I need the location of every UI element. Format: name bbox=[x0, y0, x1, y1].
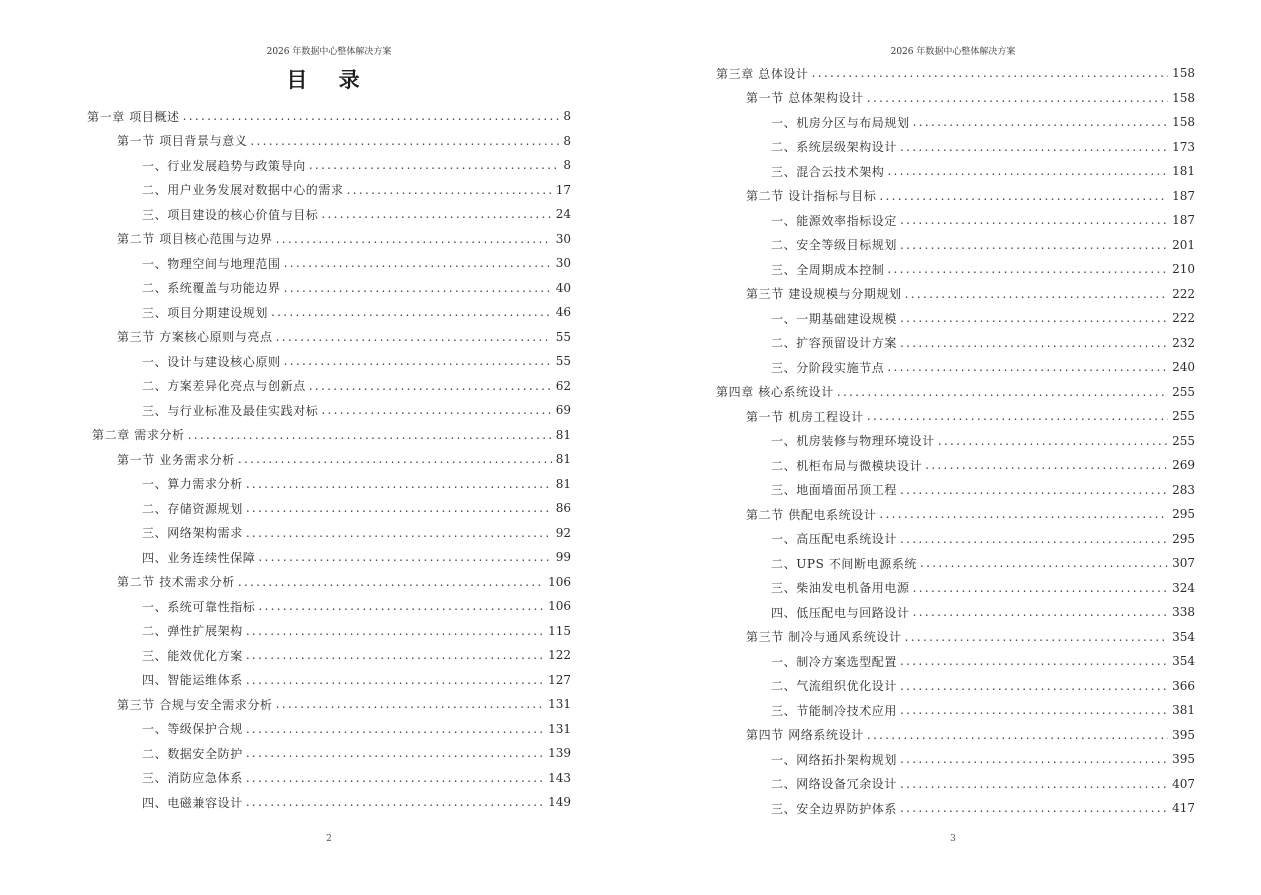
toc-entry-page: 210 bbox=[1172, 262, 1195, 277]
toc-chapter-entry[interactable] bbox=[87, 423, 571, 448]
toc-subsection-entry[interactable] bbox=[716, 649, 1195, 674]
page-number: 2 bbox=[326, 834, 332, 844]
toc-subsection-entry[interactable] bbox=[716, 110, 1195, 135]
dot-leader bbox=[900, 483, 1168, 497]
toc-list-right bbox=[716, 61, 1195, 821]
page-right bbox=[630, 0, 1261, 895]
toc-entry-label: 二、方案差异化亮点与创新点 bbox=[142, 379, 306, 394]
dot-leader bbox=[284, 256, 552, 270]
dot-leader bbox=[925, 458, 1168, 472]
toc-entry-page: 173 bbox=[1172, 139, 1195, 154]
toc-subsection-entry[interactable] bbox=[87, 276, 571, 301]
dot-leader bbox=[250, 134, 559, 148]
toc-entry-page: 240 bbox=[1172, 360, 1195, 375]
toc-entry-page: 222 bbox=[1172, 311, 1195, 326]
toc-entry-label: 一、设计与建设核心原则 bbox=[142, 354, 281, 369]
toc-entry-label: 第一节 项目背景与意义 bbox=[117, 134, 248, 149]
toc-entry-page: 324 bbox=[1172, 580, 1195, 595]
toc-section-entry[interactable] bbox=[87, 447, 571, 472]
toc-subsection-entry[interactable] bbox=[716, 698, 1195, 723]
toc-entry-label: 三、网络架构需求 bbox=[142, 526, 243, 541]
toc-entry-page: 417 bbox=[1172, 801, 1195, 816]
toc-entry-label: 二、系统覆盖与功能边界 bbox=[142, 281, 281, 296]
toc-entry-label: 第二章 需求分析 bbox=[92, 428, 185, 443]
toc-entry-page: 139 bbox=[548, 746, 571, 761]
dot-leader bbox=[913, 581, 1168, 595]
toc-subsection-entry[interactable] bbox=[87, 251, 571, 276]
dot-leader bbox=[246, 526, 552, 540]
dot-leader bbox=[900, 311, 1168, 325]
toc-subsection-entry[interactable] bbox=[716, 257, 1195, 282]
toc-entry-page: 143 bbox=[548, 770, 571, 785]
dot-leader bbox=[867, 728, 1168, 742]
toc-section-entry[interactable] bbox=[87, 129, 571, 154]
toc-subsection-entry[interactable] bbox=[87, 619, 571, 644]
toc-entry-label: 四、电磁兼容设计 bbox=[142, 795, 243, 810]
toc-entry-label: 第四节 网络系统设计 bbox=[746, 728, 864, 743]
dot-leader bbox=[913, 605, 1168, 619]
dot-leader bbox=[246, 477, 552, 491]
toc-entry-page: 115 bbox=[548, 623, 571, 638]
toc-entry-page: 122 bbox=[548, 648, 571, 663]
toc-entry-label: 第二节 技术需求分析 bbox=[117, 575, 235, 590]
dot-leader bbox=[238, 575, 544, 589]
toc-entry-label: 第二节 供配电系统设计 bbox=[746, 507, 877, 522]
dot-leader bbox=[900, 801, 1168, 815]
toc-entry-page: 354 bbox=[1172, 629, 1195, 644]
toc-subsection-entry[interactable] bbox=[716, 674, 1195, 699]
toc-entry-page: 17 bbox=[555, 182, 571, 197]
toc-entry-page: 295 bbox=[1172, 507, 1195, 522]
toc-entry-label: 第一节 业务需求分析 bbox=[117, 452, 235, 467]
toc-subsection-entry[interactable] bbox=[87, 717, 571, 742]
dot-leader bbox=[887, 360, 1168, 374]
toc-subsection-entry[interactable] bbox=[87, 521, 571, 546]
toc-subsection-entry[interactable] bbox=[716, 772, 1195, 797]
toc-entry-label: 三、全周期成本控制 bbox=[771, 262, 885, 277]
toc-section-entry[interactable] bbox=[87, 227, 571, 252]
toc-entry-page: 338 bbox=[1172, 605, 1195, 620]
dot-leader bbox=[900, 679, 1168, 693]
dot-leader bbox=[887, 262, 1168, 276]
toc-entry-page: 395 bbox=[1172, 727, 1195, 742]
dot-leader bbox=[183, 109, 559, 123]
dot-leader bbox=[900, 238, 1168, 252]
toc-entry-label: 二、气流组织优化设计 bbox=[771, 679, 898, 694]
page-left bbox=[0, 0, 630, 895]
toc-entry-label: 第二节 设计指标与目标 bbox=[746, 189, 877, 204]
dot-leader bbox=[879, 507, 1168, 521]
dot-leader bbox=[347, 183, 552, 197]
toc-subsection-entry[interactable] bbox=[87, 178, 571, 203]
toc-title: 目 录 bbox=[286, 67, 372, 92]
toc-entry-page: 381 bbox=[1172, 703, 1195, 718]
dot-leader bbox=[905, 287, 1168, 301]
dot-leader bbox=[238, 452, 552, 466]
dot-leader bbox=[867, 91, 1168, 105]
toc-subsection-entry[interactable] bbox=[716, 600, 1195, 625]
dot-leader bbox=[188, 428, 552, 442]
dot-leader bbox=[900, 703, 1168, 717]
toc-entry-label: 第三章 总体设计 bbox=[716, 66, 809, 81]
toc-entry-label: 三、节能制冷技术应用 bbox=[771, 703, 898, 718]
toc-entry-page: 269 bbox=[1172, 458, 1195, 473]
toc-subsection-entry[interactable] bbox=[87, 594, 571, 619]
toc-subsection-entry[interactable] bbox=[716, 355, 1195, 380]
dot-leader bbox=[900, 752, 1168, 766]
toc-entry-page: 131 bbox=[548, 721, 571, 736]
toc-entry-page: 127 bbox=[548, 672, 571, 687]
dot-leader bbox=[913, 115, 1168, 129]
toc-entry-page: 8 bbox=[563, 109, 571, 124]
dot-leader bbox=[900, 336, 1168, 350]
toc-entry-page: 81 bbox=[555, 427, 571, 442]
dot-leader bbox=[276, 697, 544, 711]
dot-leader bbox=[258, 550, 551, 564]
toc-entry-label: 一、高压配电系统设计 bbox=[771, 532, 898, 547]
toc-subsection-entry[interactable] bbox=[716, 527, 1195, 552]
dot-leader bbox=[879, 189, 1168, 203]
toc-entry-label: 三、柴油发电机备用电源 bbox=[771, 581, 910, 596]
toc-entry-label: 第一章 项目概述 bbox=[87, 109, 180, 124]
toc-chapter-entry[interactable] bbox=[716, 380, 1195, 405]
dot-leader bbox=[246, 624, 544, 638]
dot-leader bbox=[284, 354, 552, 368]
toc-subsection-entry[interactable] bbox=[87, 153, 571, 178]
toc-entry-label: 二、机柜布局与微模块设计 bbox=[771, 458, 923, 473]
toc-entry-label: 二、UPS 不间断电源系统 bbox=[771, 556, 918, 571]
toc-section-entry[interactable] bbox=[716, 404, 1195, 429]
toc-entry-label: 第三节 制冷与通风系统设计 bbox=[746, 630, 902, 645]
toc-entry-label: 第三节 建设规模与分期规划 bbox=[746, 287, 902, 302]
toc-entry-page: 295 bbox=[1172, 531, 1195, 546]
toc-entry-page: 255 bbox=[1172, 384, 1195, 399]
toc-entry-label: 三、项目分期建设规划 bbox=[142, 305, 269, 320]
toc-entry-label: 四、智能运维体系 bbox=[142, 673, 243, 688]
toc-subsection-entry[interactable] bbox=[716, 796, 1195, 821]
toc-entry-page: 222 bbox=[1172, 286, 1195, 301]
toc-entry-label: 第二节 项目核心范围与边界 bbox=[117, 232, 273, 247]
toc-subsection-entry[interactable] bbox=[87, 202, 571, 227]
toc-entry-page: 92 bbox=[555, 525, 571, 540]
toc-entry-page: 158 bbox=[1172, 66, 1195, 81]
toc-entry-label: 四、业务连续性保障 bbox=[142, 550, 256, 565]
dot-leader bbox=[920, 556, 1168, 570]
toc-entry-page: 181 bbox=[1172, 164, 1195, 179]
toc-subsection-entry[interactable] bbox=[716, 551, 1195, 576]
dot-leader bbox=[321, 207, 551, 221]
toc-subsection-entry[interactable] bbox=[716, 453, 1195, 478]
running-header: 2026 年数据中心整体解决方案 bbox=[890, 47, 1016, 57]
toc-entry-label: 三、分阶段实施节点 bbox=[771, 360, 885, 375]
toc-entry-label: 二、弹性扩展架构 bbox=[142, 624, 243, 639]
dot-leader bbox=[246, 746, 544, 760]
toc-entry-label: 一、网络拓扑架构规划 bbox=[771, 752, 898, 767]
dot-leader bbox=[887, 164, 1168, 178]
dot-leader bbox=[246, 722, 544, 736]
toc-entry-page: 46 bbox=[555, 305, 571, 320]
dot-leader bbox=[246, 501, 552, 515]
toc-entry-page: 69 bbox=[555, 403, 571, 418]
toc-entry-label: 一、机房装修与物理环境设计 bbox=[771, 434, 935, 449]
toc-entry-page: 255 bbox=[1172, 433, 1195, 448]
toc-entry-label: 第一节 机房工程设计 bbox=[746, 409, 864, 424]
dot-leader bbox=[246, 673, 544, 687]
toc-entry-label: 二、安全等级目标规划 bbox=[771, 238, 898, 253]
toc-entry-page: 158 bbox=[1172, 90, 1195, 105]
toc-subsection-entry[interactable] bbox=[716, 159, 1195, 184]
toc-entry-page: 81 bbox=[555, 476, 571, 491]
toc-entry-page: 255 bbox=[1172, 409, 1195, 424]
toc-entry-page: 8 bbox=[563, 158, 571, 173]
toc-subsection-entry[interactable] bbox=[87, 643, 571, 668]
toc-entry-label: 一、系统可靠性指标 bbox=[142, 599, 256, 614]
dot-leader bbox=[246, 648, 544, 662]
toc-entry-page: 158 bbox=[1172, 115, 1195, 130]
toc-chapter-entry[interactable] bbox=[87, 104, 571, 129]
dot-leader bbox=[867, 409, 1168, 423]
toc-entry-page: 395 bbox=[1172, 752, 1195, 767]
toc-entry-page: 131 bbox=[548, 697, 571, 712]
dot-leader bbox=[246, 771, 544, 785]
toc-subsection-entry[interactable] bbox=[87, 790, 571, 815]
toc-entry-label: 一、能源效率指标设定 bbox=[771, 213, 898, 228]
toc-entry-page: 81 bbox=[555, 452, 571, 467]
toc-entry-label: 二、存储资源规划 bbox=[142, 501, 243, 516]
toc-entry-label: 三、地面墙面吊顶工程 bbox=[771, 483, 898, 498]
toc-entry-label: 一、物理空间与地理范围 bbox=[142, 256, 281, 271]
toc-subsection-entry[interactable] bbox=[87, 741, 571, 766]
toc-section-entry[interactable] bbox=[716, 625, 1195, 650]
toc-entry-page: 187 bbox=[1172, 213, 1195, 228]
dot-leader bbox=[309, 379, 552, 393]
toc-entry-label: 第三节 方案核心原则与亮点 bbox=[117, 330, 273, 345]
toc-entry-page: 407 bbox=[1172, 776, 1195, 791]
toc-entry-label: 一、机房分区与布局规划 bbox=[771, 115, 910, 130]
toc-entry-page: 55 bbox=[555, 354, 571, 369]
toc-entry-page: 40 bbox=[555, 280, 571, 295]
dot-leader bbox=[900, 532, 1168, 546]
toc-section-entry[interactable] bbox=[716, 184, 1195, 209]
toc-entry-label: 二、系统层级架构设计 bbox=[771, 140, 898, 155]
toc-entry-page: 24 bbox=[555, 207, 571, 222]
toc-section-entry[interactable] bbox=[87, 570, 571, 595]
toc-entry-page: 201 bbox=[1172, 237, 1195, 252]
toc-entry-page: 30 bbox=[555, 256, 571, 271]
toc-entry-label: 一、算力需求分析 bbox=[142, 477, 243, 492]
toc-subsection-entry[interactable] bbox=[716, 331, 1195, 356]
dot-leader bbox=[900, 654, 1168, 668]
toc-subsection-entry[interactable] bbox=[87, 496, 571, 521]
toc-chapter-entry[interactable] bbox=[716, 61, 1195, 86]
dot-leader bbox=[321, 403, 551, 417]
dot-leader bbox=[905, 630, 1168, 644]
page-number: 3 bbox=[950, 834, 956, 844]
toc-section-entry[interactable] bbox=[87, 325, 571, 350]
toc-entry-page: 106 bbox=[548, 599, 571, 614]
toc-section-entry[interactable] bbox=[716, 282, 1195, 307]
toc-subsection-entry[interactable] bbox=[716, 306, 1195, 331]
toc-subsection-entry[interactable] bbox=[87, 398, 571, 423]
dot-leader bbox=[309, 158, 559, 172]
toc-subsection-entry[interactable] bbox=[716, 478, 1195, 503]
toc-entry-page: 30 bbox=[555, 231, 571, 246]
toc-entry-label: 三、项目建设的核心价值与目标 bbox=[142, 207, 319, 222]
running-header: 2026 年数据中心整体解决方案 bbox=[266, 47, 392, 57]
toc-entry-label: 三、安全边界防护体系 bbox=[771, 801, 898, 816]
toc-subsection-entry[interactable] bbox=[716, 208, 1195, 233]
toc-entry-page: 149 bbox=[548, 795, 571, 810]
toc-subsection-entry[interactable] bbox=[87, 545, 571, 570]
toc-entry-label: 二、数据安全防护 bbox=[142, 746, 243, 761]
toc-subsection-entry[interactable] bbox=[716, 135, 1195, 160]
toc-entry-label: 三、能效优化方案 bbox=[142, 648, 243, 663]
toc-entry-label: 二、用户业务发展对数据中心的需求 bbox=[142, 183, 344, 198]
toc-subsection-entry[interactable] bbox=[87, 349, 571, 374]
toc-subsection-entry[interactable] bbox=[87, 374, 571, 399]
toc-entry-page: 187 bbox=[1172, 188, 1195, 203]
toc-entry-label: 一、行业发展趋势与政策导向 bbox=[142, 158, 306, 173]
toc-entry-label: 第三节 合规与安全需求分析 bbox=[117, 697, 273, 712]
toc-entry-page: 55 bbox=[555, 329, 571, 344]
toc-entry-page: 86 bbox=[555, 501, 571, 516]
toc-entry-page: 99 bbox=[555, 550, 571, 565]
toc-subsection-entry[interactable] bbox=[87, 300, 571, 325]
toc-subsection-entry[interactable] bbox=[87, 472, 571, 497]
toc-entry-page: 106 bbox=[548, 574, 571, 589]
toc-entry-label: 第一节 总体架构设计 bbox=[746, 91, 864, 106]
dot-leader bbox=[258, 599, 544, 613]
dot-leader bbox=[900, 777, 1168, 791]
toc-entry-label: 二、扩容预留设计方案 bbox=[771, 336, 898, 351]
toc-entry-label: 一、一期基础建设规模 bbox=[771, 311, 898, 326]
toc-section-entry[interactable] bbox=[87, 692, 571, 717]
toc-subsection-entry[interactable] bbox=[716, 429, 1195, 454]
toc-entry-label: 三、与行业标准及最佳实践对标 bbox=[142, 403, 319, 418]
toc-subsection-entry[interactable] bbox=[716, 576, 1195, 601]
toc-entry-page: 232 bbox=[1172, 335, 1195, 350]
dot-leader bbox=[900, 213, 1168, 227]
dot-leader bbox=[812, 66, 1168, 80]
toc-entry-page: 354 bbox=[1172, 654, 1195, 669]
toc-section-entry[interactable] bbox=[716, 502, 1195, 527]
toc-section-entry[interactable] bbox=[716, 723, 1195, 748]
toc-subsection-entry[interactable] bbox=[716, 233, 1195, 258]
toc-entry-label: 第四章 核心系统设计 bbox=[716, 385, 834, 400]
dot-leader bbox=[276, 330, 552, 344]
toc-entry-label: 一、等级保护合规 bbox=[142, 722, 243, 737]
toc-entry-label: 三、消防应急体系 bbox=[142, 771, 243, 786]
dot-leader bbox=[837, 385, 1168, 399]
toc-entry-page: 62 bbox=[555, 378, 571, 393]
toc-entry-page: 8 bbox=[563, 133, 571, 148]
toc-subsection-entry[interactable] bbox=[87, 668, 571, 693]
toc-subsection-entry[interactable] bbox=[716, 747, 1195, 772]
dot-leader bbox=[271, 305, 552, 319]
toc-entry-label: 四、低压配电与回路设计 bbox=[771, 605, 910, 620]
dot-leader bbox=[276, 232, 552, 246]
toc-entry-label: 一、制冷方案选型配置 bbox=[771, 654, 898, 669]
dot-leader bbox=[284, 281, 552, 295]
toc-entry-page: 307 bbox=[1172, 556, 1195, 571]
toc-entry-page: 366 bbox=[1172, 678, 1195, 693]
dot-leader bbox=[938, 434, 1168, 448]
toc-entry-label: 二、网络设备冗余设计 bbox=[771, 777, 898, 792]
dot-leader bbox=[900, 140, 1168, 154]
toc-subsection-entry[interactable] bbox=[87, 766, 571, 791]
toc-section-entry[interactable] bbox=[716, 86, 1195, 111]
toc-entry-page: 283 bbox=[1172, 482, 1195, 497]
dot-leader bbox=[246, 795, 544, 809]
toc-entry-label: 三、混合云技术架构 bbox=[771, 164, 885, 179]
toc-list-left bbox=[87, 104, 571, 815]
